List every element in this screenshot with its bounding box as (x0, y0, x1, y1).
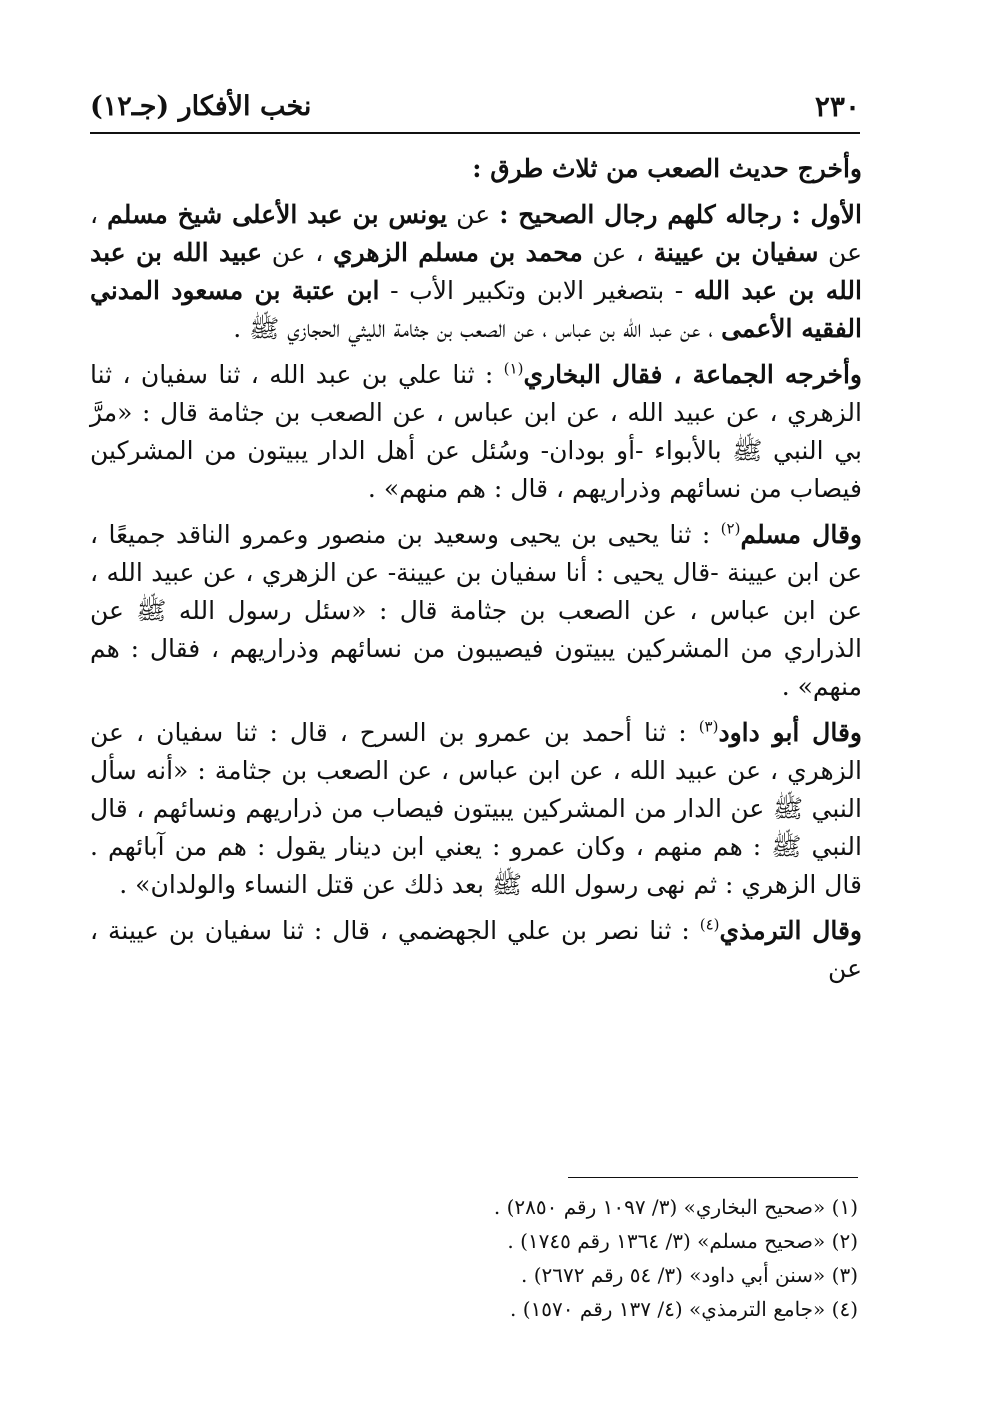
header-rule (90, 132, 860, 134)
footnote: (٤) «جامع الترمذي» (٤/ ١٣٧ رقم ١٥٧٠) . (510, 1297, 858, 1321)
text-run: عن (447, 200, 500, 229)
paragraph-abu-dawud (90, 714, 862, 904)
first-route-lead: الأول : رجاله كلهم رجال الصحيح : (499, 200, 863, 229)
abu-dawud-lead: وقال أبو داود (718, 718, 862, 747)
narrator-name: سفيان بن عيينة (653, 238, 819, 267)
bukhari-text: : ثنا علي بن عبد الله ، ثنا سفيان ، ثنا الزهري ، عن عبيد الله ، عن ابن عباس ، عن الصعب بن جثامة قال : «مرَّ بي النبي ﷺ بالأبواء -أو بودان- وسُئل عن أهل الدار يبيتون من المشركين فيصاب من نسائهم وذراريهم ، قال : هم منهم» . (90, 360, 862, 503)
paragraph-first-route (90, 196, 862, 348)
footnote-ref: (٣) (698, 717, 719, 736)
text-run: ، عن (262, 238, 333, 267)
footnote-ref: (١) (503, 359, 524, 378)
narrator-name: يونس بن عبد الأعلى شيخ مسلم (107, 200, 448, 229)
muslim-text: : ثنا يحيى بن يحيى وسعيد بن منصور وعمرو الناقد جميعًا ، عن ابن عيينة -قال يحيى : أنا سفيان بن عيينة- عن الزهري ، عن عبيد الله ، عن ابن عباس ، عن الصعب بن جثامة قال : «سئل رسول الله ﷺ عن الذراري من المشركين يبيتون فيصيبون من نسائهم وذراريهم ، فقال : هم منهم» . (90, 520, 862, 701)
main-text (90, 150, 862, 996)
abu-dawud-text: : ثنا أحمد بن عمرو بن السرح ، قال : ثنا سفيان ، عن الزهري ، عن عبيد الله ، عن ابن عباس ، عن الصعب بن جثامة : «أنه سأل النبي ﷺ عن الدار من المشركين يبيتون فيصاب من ذراريهم ونسائهم ، قال النبي ﷺ : هم منهم ، وكان عمرو : يعني ابن دينار يقول : هم من آبائهم . قال الزهري : ثم نهى رسول الله ﷺ بعد ذلك عن قتل النساء والولدان» . (90, 718, 862, 899)
bukhari-lead: وأخرجه الجماعة ، فقال البخاري (523, 360, 863, 389)
text-run: ، عن عبد الله بن عباس ، عن الصعب بن جثامة الليثي الحجازي ﷺ . (233, 314, 722, 343)
tirmidhi-text: : ثنا نصر بن علي الجهضمي ، قال : ثنا سفيان بن عيينة ، عن (90, 916, 862, 983)
footnotes (158, 1190, 858, 1326)
paragraph-muslim (90, 516, 862, 706)
paragraph-bukhari (90, 356, 862, 508)
page-header (90, 86, 860, 126)
text-run: ، عن (90, 200, 863, 267)
muslim-lead: وقال مسلم (740, 520, 862, 549)
footnote-separator (568, 1177, 858, 1178)
footnote: (٢) «صحيح مسلم» (٣/ ١٣٦٤ رقم ١٧٤٥) . (507, 1229, 858, 1253)
text-run: ، عن (582, 238, 654, 267)
running-title: نخب الأفكار (جـ١٢) (90, 90, 312, 122)
narrator-name: عبيد الله بن عبد الله بن عبد الله (90, 238, 862, 305)
footnote-ref: (٢) (720, 519, 741, 538)
footnote: (١) «صحيح البخاري» (٣/ ١٠٩٧ رقم ٢٨٥٠) . (493, 1195, 858, 1219)
intro-text: وأخرج حديث الصعب من ثلاث طرق : (472, 154, 862, 183)
paragraph-intro (90, 150, 862, 188)
tirmidhi-lead: وقال الترمذي (719, 916, 862, 945)
narrator-name: محمد بن مسلم الزهري (332, 238, 583, 267)
text-run: - بتصغير الابن وتكبير الأب - (379, 276, 694, 305)
narrator-name: ابن عتبة بن مسعود المدني الفقيه الأعمى (90, 276, 862, 343)
footnote-ref: (٤) (699, 915, 720, 934)
footnote: (٣) «سنن أبي داود» (٣/ ٥٤ رقم ٢٦٧٢) . (520, 1263, 858, 1287)
paragraph-tirmidhi (90, 912, 862, 988)
page-number: ٢٣٠ (814, 89, 860, 123)
